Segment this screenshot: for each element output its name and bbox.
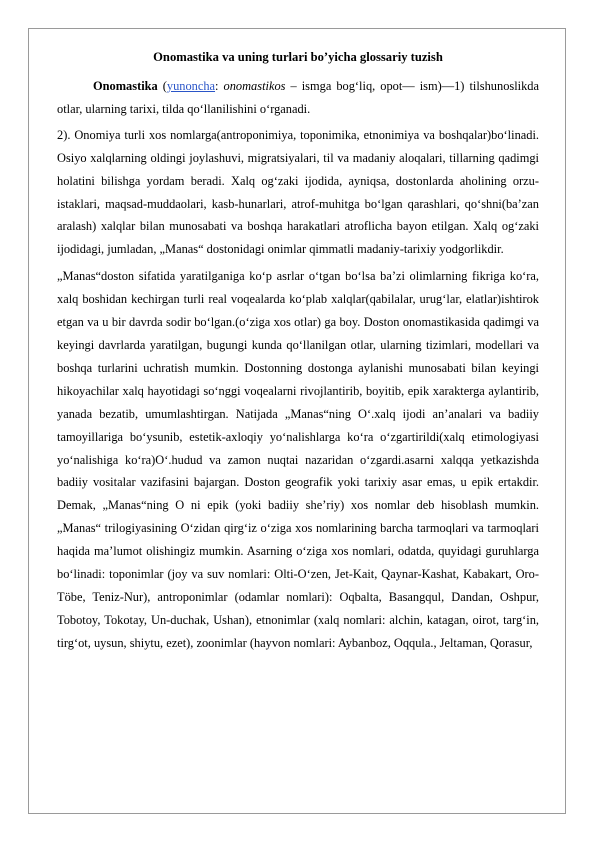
document-title: Onomastika va uning turlari bo’yicha glossariy tuzish [153,50,443,64]
open-paren: ( [157,79,167,93]
document-body [57,46,539,655]
paragraph-manas: „Manas“doston sifatida yaratilganiga ko‘p asrlar o‘tgan bo‘lsa ba’zi olimlarning fikriga ko‘ra, xalq boshidan kechirgan turli real voqealarda ko‘plab xalqlar(qabilalar, urug‘lar, elatlar)ishtirok etgan va u bir davrda sodir bo‘lgan.(o‘ziga xos otlar) ga boy. Doston onomastikasida qadimgi va keyingi davrlarda yaratilgan, bugungi kunda qo‘llanilgan otlar, ularning tizimlari, modellari va boshqa turlarini uchratish mumkin. Dostonning dostonga aylanishi munosabati bilan keyingi hikoyachilar xalq hayotidagi so‘nggi voqealarni rivojlantirib, boyitib, epik xarakterga aylantirib, yanada bezatib, umumlashtirgan. Natijada „Manas“ning O‘.xalq ijodi an’analari va badiiy tamoyillariga bo‘ysunib, estetik-axloqiy yo‘nalishlarga ko‘ra o‘zgartirildi(xalq etimologiyasi yo‘nalishiga ko‘ra)O‘.hudud va zamon nuqtai nazaridan o‘zgardi.asarni xalqqa yetkazishda badiiy vositalar vazifasini bajargan. Doston geografik yoki tarixiy asar emas, u epik ertakdir. Demak, „Manas“ning O ni epik (yoki badiiy she’riy) xos nomlar deb hisoblash mumkin. „Manas“ trilogiyasining O‘zidan qirg‘iz o‘ziga xos nomlarining barcha tarmoqlari va tarmoqlari haqida ma’lumot olishingiz mumkin. Asarning o‘ziga xos nomlari, odatda, quyidagi guruhlarga bo‘linadi: toponimlar (joy va suv nomlari: Olti-O‘zen, Jet-Kait, Qaynar-Kashat, Kabakart, Oro-Töbe, Teniz-Nur), antroponimlar (odamlar nomlari): Oqbalta, Basangqul, Dandan, Oshpur, Tobotoy, Tokotay, Un-duchak, Ushan), etnonimlar (xalq nomlari: alchin, katagan, oirot, targ‘in, tirg‘ot, uysun, shiytu, ezet), zoonimlar (hayvon nomlari: Aybanboz, Oqqula., Jeltaman, Qorasur, [57,269,539,650]
italic-word: onomastikos [223,79,286,93]
link-yunoncha[interactable]: yunoncha [166,79,216,93]
paragraph-onomiya: 2). Onomiya turli xos nomlarga(antroponimiya, toponimika, etnonimiya va boshqalar)bo‘linadi. Osiyo xalqlarning oldingi joylashuvi, migratsiyalari, til va madaniy aloqalari, tillarning qadimgi holatini bilishga yordam beradi. Xalq og‘zaki ijodida, ayniqsa, dostonlarda aholining orzu-istaklari, maqsad-muddaolari, kasb-hunarlari, atrof-muhitga bo‘lgan qarashlari, qo‘shni(ba’zan aralash) xalqlar bilan munosabati va boshqa harakatlari atroflicha bayon etilgan. Xalq og‘zaki ijodidagi, jumladan, „Manas“ dostonidagi onimlar qimmatli madaniy-tarixiy yodgorlikdir. [57,127,539,257]
colon: : [215,79,224,93]
term-onomastika: Onomastika [93,79,158,93]
paragraph-definition [57,75,539,121]
definition-rest: – ismga bog‘liq, opot— ism)—1) tilshunoslikda otlar, ularning tarixi, tilda qo‘llanilishini o‘rganadi. [57,79,539,116]
